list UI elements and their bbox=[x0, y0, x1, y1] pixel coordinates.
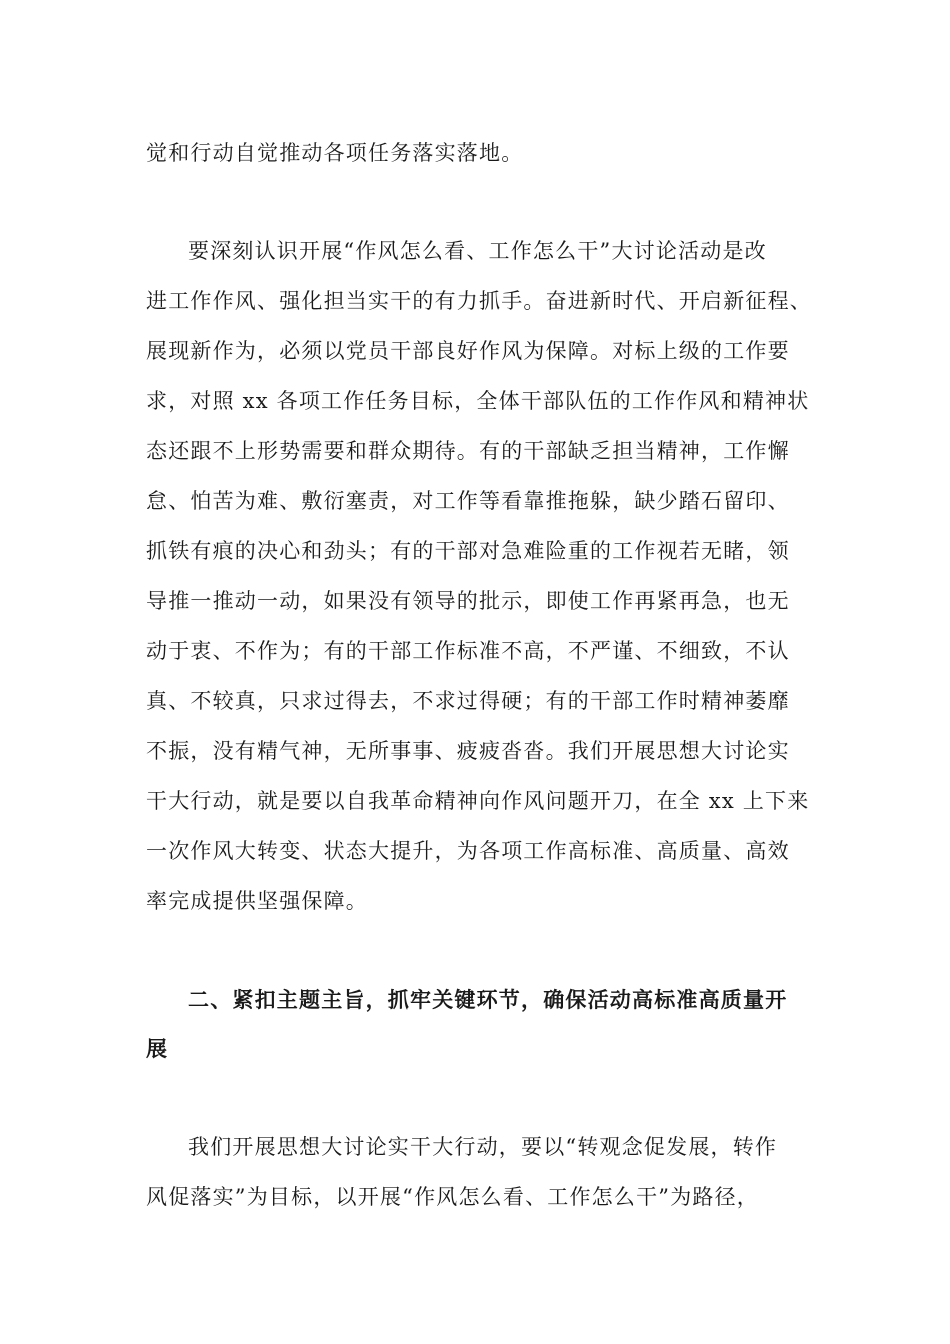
paragraph-line: 态还跟不上形势需要和群众期待。有的干部缺乏担当精神，工作懈 bbox=[146, 439, 790, 463]
paragraph-line: 率完成提供坚强保障。 bbox=[146, 889, 368, 913]
section-heading: 展 bbox=[146, 1037, 169, 1061]
paragraph-line: 求，对照 xx 各项工作任务目标，全体干部队伍的工作作风和精神状 bbox=[146, 389, 810, 413]
paragraph-line: 怠、怕苦为难、敷衍塞责，对工作等看靠推拖躲，缺少踏石留印、 bbox=[146, 489, 790, 513]
paragraph-line: 一次作风大转变、状态大提升，为各项工作高标准、高质量、高效 bbox=[146, 839, 790, 863]
paragraph-line: 干大行动，就是要以自我革命精神向作风问题开刀，在全 xx 上下来 bbox=[146, 789, 810, 813]
paragraph-line: 动于衷、不作为；有的干部工作标准不高，不严谨、不细致，不认 bbox=[146, 639, 790, 663]
paragraph-line: 风促落实”为目标，以开展“作风怎么看、工作怎么干”为路径， bbox=[146, 1185, 760, 1209]
paragraph-line: 抓铁有痕的决心和劲头；有的干部对急难险重的工作视若无睹，领 bbox=[146, 539, 790, 563]
paragraph-line: 真、不较真，只求过得去，不求过得硬；有的干部工作时精神萎靡 bbox=[146, 689, 790, 713]
paragraph-line: 觉和行动自觉推动各项任务落实落地。 bbox=[146, 141, 524, 165]
paragraph-line: 不振，没有精气神，无所事事、疲疲沓沓。我们开展思想大讨论实 bbox=[146, 739, 790, 763]
paragraph-line: 要深刻认识开展“作风怎么看、工作怎么干”大讨论活动是改 bbox=[188, 239, 767, 263]
paragraph-line: 展现新作为，必须以党员干部良好作风为保障。对标上级的工作要 bbox=[146, 339, 790, 363]
paragraph-line: 我们开展思想大讨论实干大行动，要以“转观念促发展，转作 bbox=[188, 1135, 778, 1159]
paragraph-line: 导推一推动一动，如果没有领导的批示，即使工作再紧再急，也无 bbox=[146, 589, 790, 613]
section-heading: 二、紧扣主题主旨，抓牢关键环节，确保活动高标准高质量开 bbox=[188, 988, 788, 1012]
paragraph-line: 进工作作风、强化担当实干的有力抓手。奋进新时代、开启新征程、 bbox=[146, 289, 812, 313]
